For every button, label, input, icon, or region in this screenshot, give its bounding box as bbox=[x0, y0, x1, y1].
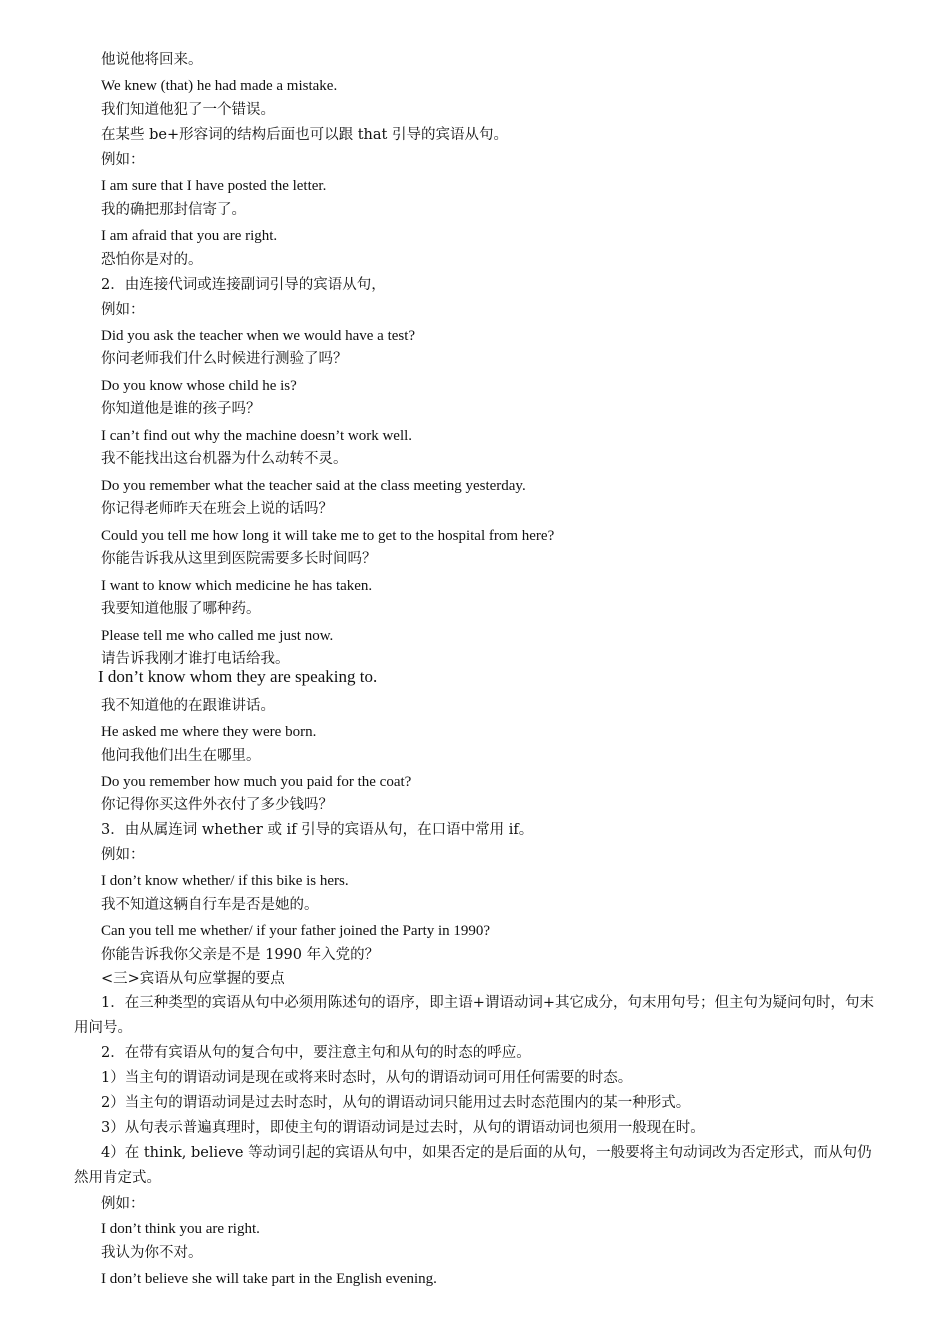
paragraph: 1）当主句的谓语动词是现在或将来时态时，从句的谓语动词可用任何需要的时态。 bbox=[101, 1070, 633, 1086]
text-line: Do you know whose child he is? bbox=[101, 378, 297, 394]
paragraph: 2）当主句的谓语动词是过去时态时，从句的谓语动词只能用过去时态范围内的某一种形式。 bbox=[101, 1095, 691, 1111]
text-line: 你记得你买这件外衣付了多少钱吗？ bbox=[101, 797, 333, 813]
paragraph: 1．在三种类型的宾语从句中必须用陈述句的语序，即主语+谓语动词+其它成分，句末用句号；但主句为疑问句时，句末用问号。 bbox=[74, 995, 875, 1036]
paragraph: 2．在带有宾语从句的复合句中，要注意主句和从句的时态的呼应。 bbox=[101, 1045, 531, 1061]
text-line: I don’t believe she will take part in the English evening. bbox=[101, 1271, 437, 1287]
paragraph: 3）从句表示普遍真理时，即使主句的谓语动词是过去时，从句的谓语动词也须用一般现在时。 bbox=[101, 1120, 705, 1136]
text-line: Could you tell me how long it will take me to get to the hospital from here? bbox=[101, 528, 555, 544]
text-line: 2．由连接代词或连接副词引导的宾语从句， bbox=[101, 277, 386, 293]
paragraph: 4）在 think, believe 等动词引起的宾语从句中，如果否定的是后面的从句，一般要将主句动词改为否定形式，而从句仍然用肯定式。 bbox=[74, 1145, 872, 1186]
text-line: 我们知道他犯了一个错误。 bbox=[101, 102, 275, 118]
text-line: 例如： bbox=[101, 1196, 145, 1212]
text-line: Do you remember what the teacher said at the class meeting yesterday. bbox=[101, 478, 526, 494]
text-line: 他问我他们出生在哪里。 bbox=[101, 748, 261, 764]
text-line: I don’t know whether/ if this bike is hers. bbox=[101, 873, 349, 889]
text-line: 恐怕你是对的。 bbox=[101, 252, 203, 268]
text-line: 我不能找出这台机器为什么动转不灵。 bbox=[101, 451, 348, 467]
text-line: 我要知道他服了哪种药。 bbox=[101, 601, 261, 617]
text-line: 你能告诉我你父亲是不是 1990 年入党的？ bbox=[101, 947, 380, 963]
text-line: 我认为你不对。 bbox=[101, 1245, 203, 1261]
text-line: 在某些 be+形容词的结构后面也可以跟 that 引导的宾语从句。 bbox=[101, 127, 508, 143]
text-line: 例如： bbox=[101, 847, 145, 863]
text-line: 我的确把那封信寄了。 bbox=[101, 202, 246, 218]
text-line: 我不知道他的在跟谁讲话。 bbox=[101, 698, 275, 714]
text-line: 你能告诉我从这里到医院需要多长时间吗？ bbox=[101, 551, 377, 567]
text-line: I don’t know whom they are speaking to. bbox=[98, 667, 378, 686]
text-line: Can you tell me whether/ if your father joined the Party in 1990? bbox=[101, 923, 491, 939]
text-line: I am sure that I have posted the letter. bbox=[101, 178, 327, 194]
text-line: 你知道他是谁的孩子吗？ bbox=[101, 401, 261, 417]
text-line: 你问老师我们什么时候进行测验了吗？ bbox=[101, 351, 348, 367]
text-line: I want to know which medicine he has taken. bbox=[101, 578, 373, 594]
section-heading: <三>宾语从句应掌握的要点 bbox=[101, 971, 285, 987]
text-line: He asked me where they were born. bbox=[101, 724, 317, 740]
text-line: 我不知道这辆自行车是否是她的。 bbox=[101, 897, 319, 913]
text-line: Did you ask the teacher when we would have a test? bbox=[101, 328, 416, 344]
text-line: Please tell me who called me just now. bbox=[101, 628, 334, 644]
text-line: 请告诉我刚才谁打电话给我。 bbox=[101, 651, 290, 667]
text-line: 他说他将回来。 bbox=[101, 52, 203, 68]
text-line: 例如： bbox=[101, 152, 145, 168]
text-line: I don’t think you are right. bbox=[101, 1221, 260, 1237]
text-line: 例如： bbox=[101, 302, 145, 318]
text-line: 3．由从属连词 whether 或 if 引导的宾语从句，在口语中常用 if。 bbox=[101, 822, 534, 838]
text-line: I can’t find out why the machine doesn’t work well. bbox=[101, 428, 413, 444]
text-line: Do you remember how much you paid for the coat? bbox=[101, 774, 412, 790]
text-line: 你记得老师昨天在班会上说的话吗？ bbox=[101, 501, 333, 517]
text-line: I am afraid that you are right. bbox=[101, 228, 278, 244]
text-line: We knew (that) he had made a mistake. bbox=[101, 78, 338, 94]
